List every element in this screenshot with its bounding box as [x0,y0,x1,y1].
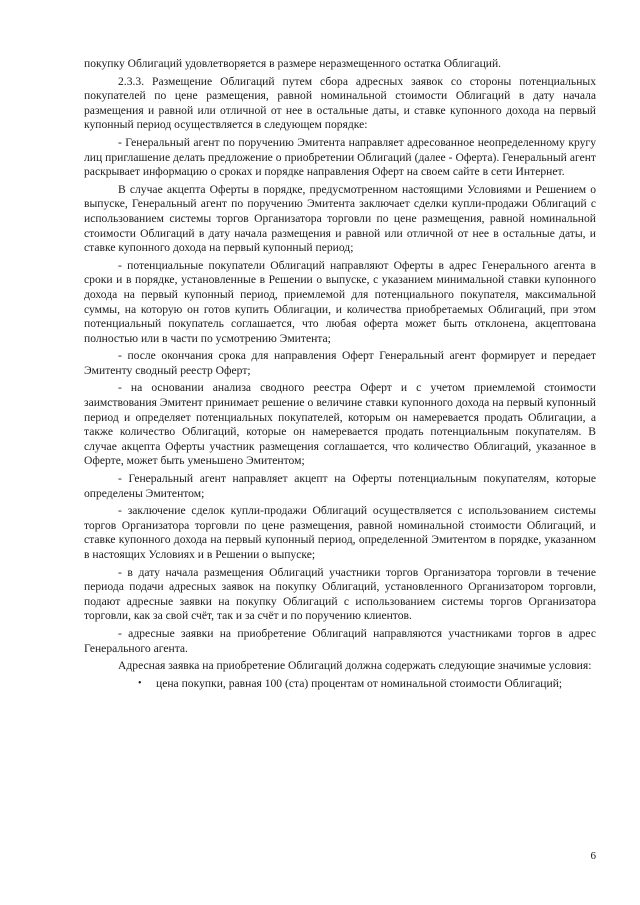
paragraph-11: - адресные заявки на приобретение Облигаций направляются участниками торгов в адрес Генерального агента. [84,626,596,655]
paragraph-9: - заключение сделок купли-продажи Облигаций осуществляется с использованием системы торгов Организатора торговли по цене размещения, равной номинальной стоимости Облигаций, и ставке купонного дохода на первый купонный период, определенной Эмитентом в порядке, указанном в настоящих Условиях и в Решении о выпуске; [84,504,596,561]
paragraph-5: - потенциальные покупатели Облигаций направляют Оферты в адрес Генерального агента в сроки и в порядке, установленные в Решении о выпуске, с указанием минимальной ставки купонного дохода на первый купонный период, приемлемой для потенциального покупателя, максимальной суммы, на которую он готов купить Облигации, и количества приобретаемых Облигаций, при этом потенциальный покупатель соглашается, что любая оферта может быть отклонена, акцептована полностью или в части по усмотрению Эмитента; [84,258,596,345]
paragraph-4: В случае акцепта Оферты в порядке, предусмотренном настоящими Условиями и Решением о выпуске, Генеральный агент по поручению Эмитента заключает сделки купли-продажи Облигаций с использованием системы торгов Организатора торговли по цене размещения, равной номинальной стоимости Облигаций в дату начала размещения и равной или отличной от нее в остальные даты, и ставке купонного дохода на первый купонный период; [84,182,596,255]
paragraph-10: - в дату начала размещения Облигаций участники торгов Организатора торговли в течение периода подачи адресных заявок на покупку Облигаций, установленного Организатором торговли, подают адресные заявки на покупку Облигаций с использованием системы торгов Организатора торговли, как за свой счёт, так и за счёт и по поручению клиентов. [84,565,596,623]
paragraph-7: - на основании анализа сводного реестра Оферт и с учетом приемлемой стоимости заимствования Эмитент принимает решение о величине ставки купонного дохода на первый купонный период и определяет потенциальных покупателей, которым он намеревается продать Облигации, а также количество Облигаций, которые он намеревается продать потенциальным покупателям. В случае акцепта Оферты участник размещения соглашается, что количество Облигаций, указанное в Оферте, может быть уменьшено Эмитентом; [84,381,596,468]
bullet-item-text: цена покупки, равная 100 (ста) процентам от номинальной стоимости Облигаций; [156,676,563,690]
paragraph-1: покупку Облигаций удовлетворяется в размере неразмещенного остатка Облигаций. [84,57,502,70]
page-number: 6 [590,850,596,862]
paragraph-12: Адресная заявка на приобретение Облигаций должна содержать следующие значимые условия: [118,659,592,673]
paragraph-2: 2.3.3. Размещение Облигаций путем сбора адресных заявок со стороны потенциальных покупателей по цене размещения, равной номинальной стоимости Облигаций в дату начала размещения и равной или отличной от нее в остальные даты, и ставке купонного дохода на первый купонный период осуществляется в следующем порядке: [84,74,596,132]
paragraph-3: - Генеральный агент по поручению Эмитента направляет адресованное неопределенному кругу лиц приглашение делать предложение о приобретении Облигаций (далее - Оферта). Генеральный агент раскрывает информацию о сроках и порядке направления Оферт на своем сайте в сети Интернет. [84,135,596,179]
paragraph-6: - после окончания срока для направления Оферт Генеральный агент формирует и передает Эмитенту сводный реестр Оферт; [84,349,596,377]
paragraph-8: - Генеральный агент направляет акцепт на Оферты потенциальным покупателям, которые определены Эмитентом; [84,472,596,500]
bullet-list-item [138,677,596,692]
bullet-icon: • [138,677,142,689]
body-text [84,57,596,691]
